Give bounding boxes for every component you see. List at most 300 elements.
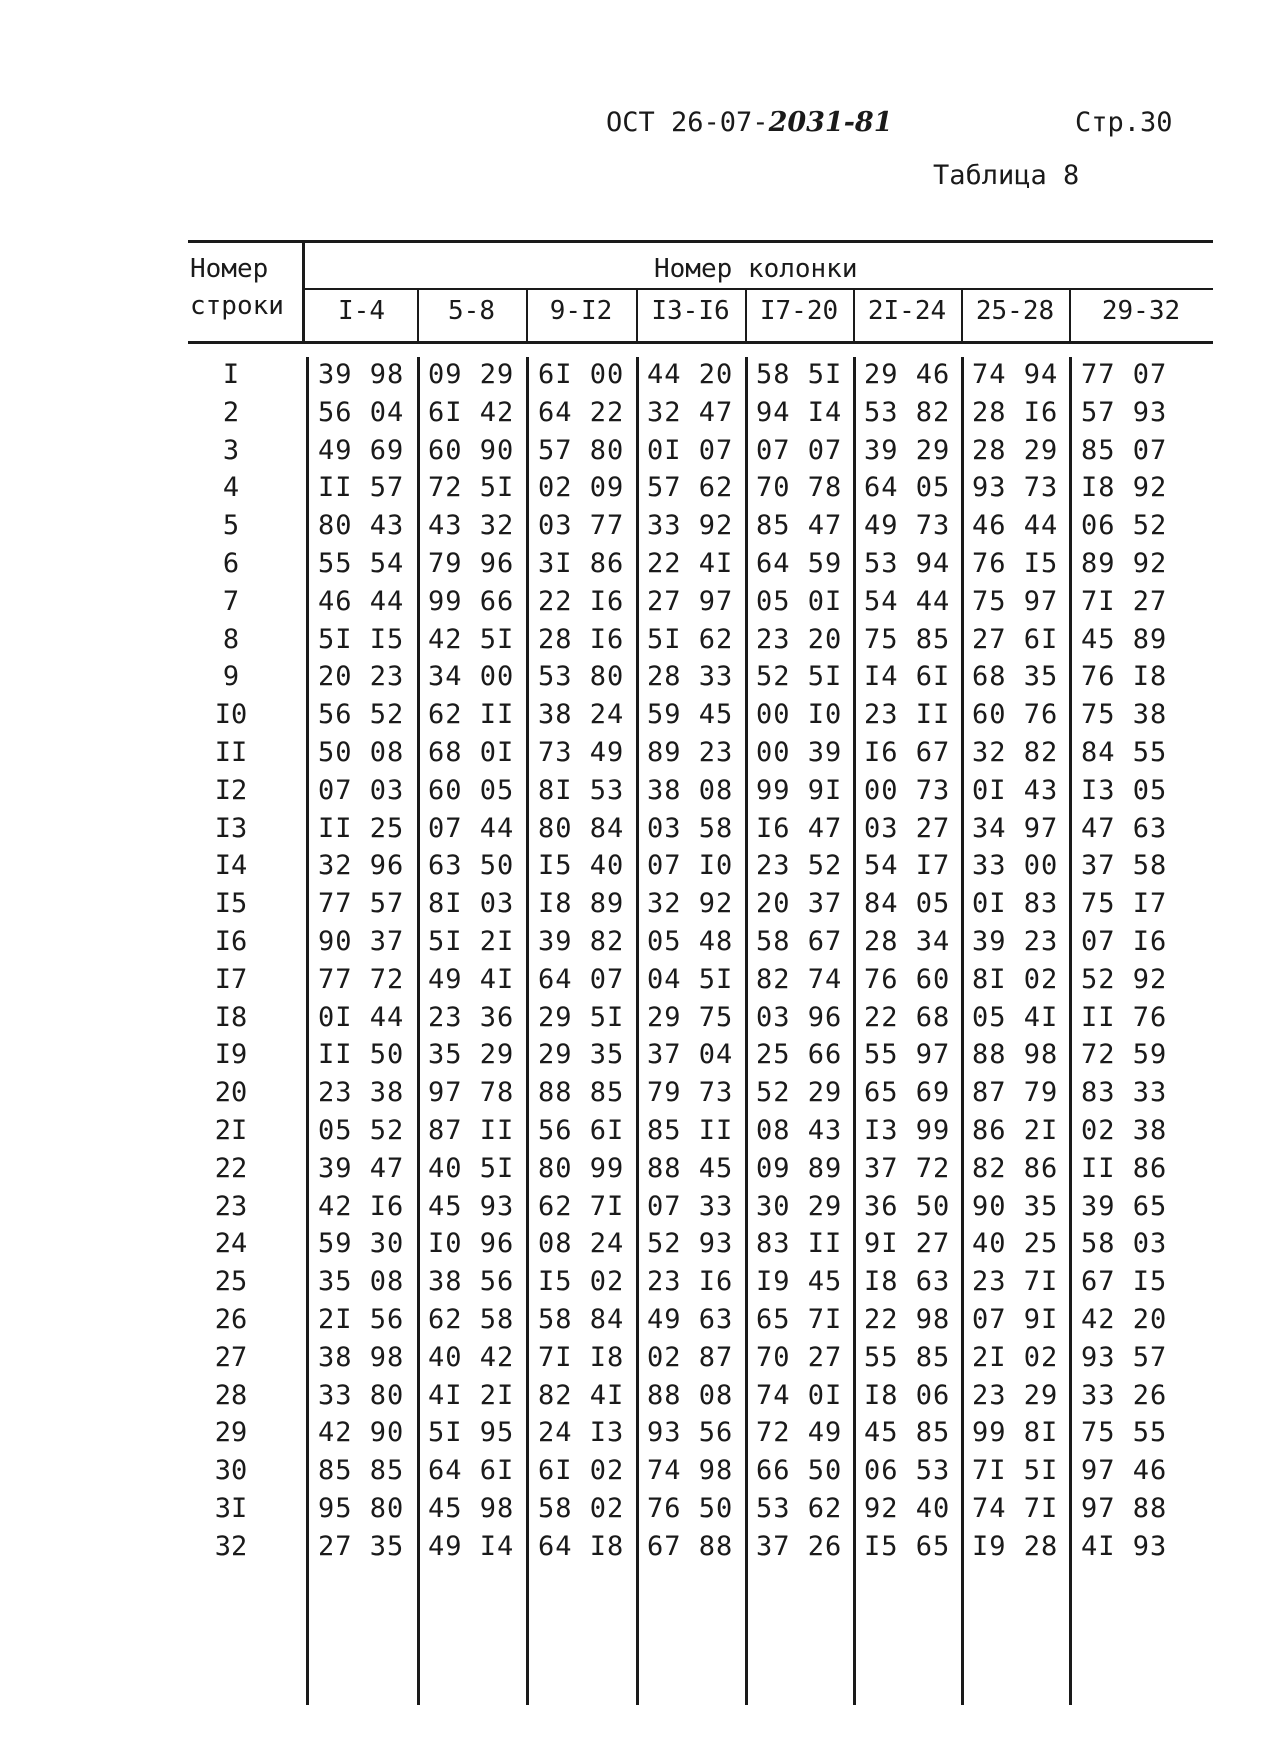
table-cell: 5I 62: [647, 623, 734, 655]
table-cell: 55 54: [318, 548, 405, 579]
table-cell: 23 7I: [972, 1266, 1059, 1298]
table-cell: 07 9I: [972, 1304, 1059, 1335]
row-number: I8: [214, 1001, 248, 1033]
table-cell: 5I 2I: [428, 926, 515, 957]
table-cell: I5 65: [864, 1530, 951, 1562]
table-cell: 83 33: [1081, 1077, 1168, 1109]
table-cell: 32 82: [972, 737, 1059, 768]
table-cell: 54 44: [864, 585, 951, 617]
table-cell: 20 23: [318, 661, 405, 693]
table-cell: 30 29: [756, 1190, 843, 1222]
row-number: I5: [214, 888, 248, 920]
body-column-divider: [306, 357, 309, 1705]
table-cell: 49 I4: [428, 1530, 515, 1562]
table-cell: 38 24: [538, 699, 625, 731]
table-cell: 88 85: [538, 1077, 625, 1109]
table-cell: 3I 86: [538, 548, 625, 579]
table-cell: 65 69: [864, 1077, 951, 1109]
table-cell: 25 66: [756, 1039, 843, 1071]
table-title: Таблица 8: [933, 160, 1080, 191]
table-cell: II 25: [318, 812, 405, 844]
table-cell: 8I 53: [538, 774, 625, 806]
table-cell: 2I 02: [972, 1341, 1059, 1373]
table-cell: 53 80: [538, 661, 625, 693]
table-cell: I6 67: [864, 737, 951, 768]
table-cell: 84 55: [1081, 737, 1168, 768]
row-number: 24: [214, 1228, 248, 1260]
table-cell: 29 75: [647, 1001, 734, 1033]
table-cell: 29 5I: [538, 1001, 625, 1033]
table-cell: 39 65: [1081, 1190, 1168, 1222]
table-cell: 34 00: [428, 661, 515, 693]
table-cell: 64 6I: [428, 1455, 515, 1487]
table-cell: 43 32: [428, 510, 515, 542]
table-cell: 6I 42: [428, 396, 515, 428]
table-cell: 46 44: [318, 585, 405, 617]
table-cell: 74 0I: [756, 1379, 843, 1411]
table-cell: 7I I8: [538, 1341, 625, 1373]
table-cell: 80 43: [318, 510, 405, 542]
table-cell: 03 77: [538, 510, 625, 542]
table-cell: I4 6I: [864, 661, 951, 693]
row-number: 29: [214, 1417, 248, 1449]
row-number: 4: [222, 472, 240, 504]
table-cell: 7I 27: [1081, 585, 1168, 617]
table-cell: 58 02: [538, 1493, 625, 1524]
table-cell: 09 29: [428, 359, 515, 390]
table-cell: 90 37: [318, 926, 405, 957]
table-cell: 28 I6: [972, 396, 1059, 428]
table-cell: I5 02: [538, 1266, 625, 1298]
table-cell: 08 43: [756, 1115, 843, 1146]
row-number: 5: [222, 510, 240, 542]
row-number: 28: [214, 1379, 248, 1411]
table-cell: 95 80: [318, 1493, 405, 1524]
table-cell: 75 97: [972, 585, 1059, 617]
table-cell: 04 5I: [647, 963, 734, 995]
table-cell: I3 99: [864, 1115, 951, 1146]
table-cell: 57 93: [1081, 396, 1168, 428]
row-number: 23: [214, 1190, 248, 1222]
table-cell: 58 84: [538, 1304, 625, 1335]
table-cell: 06 53: [864, 1455, 951, 1487]
table-cell: 38 08: [647, 774, 734, 806]
table-cell: 37 26: [756, 1530, 843, 1562]
table-cell: 33 26: [1081, 1379, 1168, 1411]
table-cell: 37 72: [864, 1152, 951, 1184]
column-header: Номер колонки: [654, 254, 858, 284]
row-number: I: [222, 359, 240, 390]
table-cell: 0I 44: [318, 1001, 405, 1033]
table-cell: 56 52: [318, 699, 405, 731]
table-cell: 33 80: [318, 1379, 405, 1411]
table-cell: 07 I6: [1081, 926, 1168, 957]
table-cell: 75 I7: [1081, 888, 1168, 920]
row-number: 3I: [214, 1493, 248, 1524]
table-cell: 0I 07: [647, 434, 734, 466]
row-number: I9: [214, 1039, 248, 1071]
table-cell: 8I 02: [972, 963, 1059, 995]
table-cell: 40 5I: [428, 1152, 515, 1184]
table-cell: 53 62: [756, 1493, 843, 1524]
table-cell: 45 89: [1081, 623, 1168, 655]
table-cell: 00 73: [864, 774, 951, 806]
table-cell: 02 38: [1081, 1115, 1168, 1146]
table-cell: 94 I4: [756, 396, 843, 428]
table-cell: 07 I0: [647, 850, 734, 882]
row-number: 2I: [214, 1115, 248, 1146]
row-number: I3: [214, 812, 248, 844]
row-number: 3: [222, 434, 240, 466]
table-cell: 62 58: [428, 1304, 515, 1335]
table-cell: 49 4I: [428, 963, 515, 995]
table-cell: 39 47: [318, 1152, 405, 1184]
row-number: 32: [214, 1530, 248, 1562]
table-cell: 87 79: [972, 1077, 1059, 1109]
row-number: I0: [214, 699, 248, 731]
body-column-divider: [526, 357, 529, 1705]
table-cell: 4I 93: [1081, 1530, 1168, 1562]
row-number: 6: [222, 548, 240, 579]
table-cell: 63 50: [428, 850, 515, 882]
table-cell: II 86: [1081, 1152, 1168, 1184]
table-cell: 23 29: [972, 1379, 1059, 1411]
table-cell: 72 49: [756, 1417, 843, 1449]
row-number: 8: [222, 623, 240, 655]
table-cell: 75 85: [864, 623, 951, 655]
table-cell: 20 37: [756, 888, 843, 920]
table-cell: II 50: [318, 1039, 405, 1071]
table-cell: 49 69: [318, 434, 405, 466]
row-number: 25: [214, 1266, 248, 1298]
table-cell: 67 88: [647, 1530, 734, 1562]
table-cell: 49 63: [647, 1304, 734, 1335]
table-cell: 74 94: [972, 359, 1059, 390]
table-cell: 32 47: [647, 396, 734, 428]
table-cell: 23 36: [428, 1001, 515, 1033]
table-cell: 36 50: [864, 1190, 951, 1222]
table-cell: 4I 2I: [428, 1379, 515, 1411]
body-column-divider: [961, 357, 964, 1705]
table-cell: 23 20: [756, 623, 843, 655]
table-cell: 33 00: [972, 850, 1059, 882]
table-cell: 07 44: [428, 812, 515, 844]
table-cell: I3 05: [1081, 774, 1168, 806]
table-cell: 68 35: [972, 661, 1059, 693]
column-group-label: 2I-24: [867, 296, 947, 326]
table-cell: 76 I5: [972, 548, 1059, 579]
document-code-prefix: ОСТ 26-07-: [606, 107, 769, 138]
table-cell: 9I 27: [864, 1228, 951, 1260]
body-column-divider: [636, 357, 639, 1705]
table-cell: 72 59: [1081, 1039, 1168, 1071]
table-cell: 03 27: [864, 812, 951, 844]
table-cell: 45 93: [428, 1190, 515, 1222]
table-cell: I8 06: [864, 1379, 951, 1411]
table-cell: 57 62: [647, 472, 734, 504]
table-cell: 23 52: [756, 850, 843, 882]
table-cell: 88 98: [972, 1039, 1059, 1071]
table-cell: 90 35: [972, 1190, 1059, 1222]
table-cell: 00 I0: [756, 699, 843, 731]
table-cell: 35 29: [428, 1039, 515, 1071]
table-cell: 22 4I: [647, 548, 734, 579]
table-cell: 64 59: [756, 548, 843, 579]
table-cell: 03 96: [756, 1001, 843, 1033]
table-cell: II 57: [318, 472, 405, 504]
table-cell: 05 4I: [972, 1001, 1059, 1033]
row-number: 27: [214, 1341, 248, 1373]
table-cell: 42 90: [318, 1417, 405, 1449]
table-cell: 02 87: [647, 1341, 734, 1373]
top-rule: [188, 240, 1213, 243]
table-cell: 29 46: [864, 359, 951, 390]
body-column-divider: [853, 357, 856, 1705]
table-cell: 82 86: [972, 1152, 1059, 1184]
body-column-divider: [745, 357, 748, 1705]
table-cell: 05 48: [647, 926, 734, 957]
table-cell: 97 46: [1081, 1455, 1168, 1487]
table-cell: 97 88: [1081, 1493, 1168, 1524]
table-cell: 60 05: [428, 774, 515, 806]
table-cell: 28 33: [647, 661, 734, 693]
table-cell: 64 05: [864, 472, 951, 504]
table-cell: 08 24: [538, 1228, 625, 1260]
table-cell: 28 I6: [538, 623, 625, 655]
table-cell: 83 II: [756, 1228, 843, 1260]
table-cell: 22 98: [864, 1304, 951, 1335]
table-cell: 84 05: [864, 888, 951, 920]
table-cell: 5I 95: [428, 1417, 515, 1449]
table-cell: 76 50: [647, 1493, 734, 1524]
table-cell: 70 78: [756, 472, 843, 504]
table-cell: 47 63: [1081, 812, 1168, 844]
table-cell: 35 08: [318, 1266, 405, 1298]
row-number: 30: [214, 1455, 248, 1487]
table-cell: 23 I6: [647, 1266, 734, 1298]
table-cell: 45 85: [864, 1417, 951, 1449]
table-cell: 57 80: [538, 434, 625, 466]
row-number: 9: [222, 661, 240, 693]
table-cell: 66 50: [756, 1455, 843, 1487]
table-cell: 75 55: [1081, 1417, 1168, 1449]
table-cell: 58 5I: [756, 359, 843, 390]
page-number: Стр.30: [1075, 107, 1173, 138]
table-cell: I9 28: [972, 1530, 1059, 1562]
row-number: 22: [214, 1152, 248, 1184]
table-cell: 05 0I: [756, 585, 843, 617]
table-cell: I5 40: [538, 850, 625, 882]
table-cell: 32 96: [318, 850, 405, 882]
table-cell: 28 34: [864, 926, 951, 957]
table-cell: 27 97: [647, 585, 734, 617]
table-cell: 7I 5I: [972, 1455, 1059, 1487]
table-cell: 82 4I: [538, 1379, 625, 1411]
row-header-divider: [302, 242, 305, 342]
table-cell: 02 09: [538, 472, 625, 504]
table-cell: 32 92: [647, 888, 734, 920]
table-cell: 80 99: [538, 1152, 625, 1184]
table-cell: 85 47: [756, 510, 843, 542]
table-cell: 0I 43: [972, 774, 1059, 806]
table-cell: 50 08: [318, 737, 405, 768]
row-number: I6: [214, 926, 248, 957]
table-cell: 54 I7: [864, 850, 951, 882]
table-cell: 85 85: [318, 1455, 405, 1487]
table-cell: 99 8I: [972, 1417, 1059, 1449]
table-cell: 6I 00: [538, 359, 625, 390]
table-cell: 39 98: [318, 359, 405, 390]
table-cell: 58 67: [756, 926, 843, 957]
table-cell: 77 07: [1081, 359, 1168, 390]
table-cell: 39 29: [864, 434, 951, 466]
table-cell: I8 89: [538, 888, 625, 920]
table-cell: 22 68: [864, 1001, 951, 1033]
table-cell: 53 82: [864, 396, 951, 428]
table-cell: 42 5I: [428, 623, 515, 655]
table-cell: 06 52: [1081, 510, 1168, 542]
table-cell: 49 73: [864, 510, 951, 542]
table-cell: 52 93: [647, 1228, 734, 1260]
table-cell: 86 2I: [972, 1115, 1059, 1146]
table-cell: 38 98: [318, 1341, 405, 1373]
row-number: 2: [222, 396, 240, 428]
group-header-rule: [304, 288, 1213, 290]
table-cell: 6I 02: [538, 1455, 625, 1487]
table-cell: 76 60: [864, 963, 951, 995]
row-header-line-2: строки: [190, 291, 284, 321]
table-cell: I8 92: [1081, 472, 1168, 504]
table-cell: 42 20: [1081, 1304, 1168, 1335]
table-cell: 05 52: [318, 1115, 405, 1146]
header-bottom-rule: [188, 341, 1213, 344]
table-cell: 44 20: [647, 359, 734, 390]
row-number: 7: [222, 585, 240, 617]
table-cell: II 76: [1081, 1001, 1168, 1033]
body-column-divider: [1069, 357, 1072, 1705]
table-cell: 2I 56: [318, 1304, 405, 1335]
table-cell: 73 49: [538, 737, 625, 768]
table-cell: 77 57: [318, 888, 405, 920]
row-header-line-1: Номер: [190, 254, 269, 284]
table-cell: 52 5I: [756, 661, 843, 693]
table-cell: 40 25: [972, 1228, 1059, 1260]
table-cell: 60 90: [428, 434, 515, 466]
table-cell: 93 57: [1081, 1341, 1168, 1373]
table-cell: 23 II: [864, 699, 951, 731]
table-cell: 79 73: [647, 1077, 734, 1109]
table-cell: 07 07: [756, 434, 843, 466]
table-cell: 09 89: [756, 1152, 843, 1184]
table-cell: 56 04: [318, 396, 405, 428]
table-cell: 29 35: [538, 1039, 625, 1071]
table-cell: I0 96: [428, 1228, 515, 1260]
table-cell: 88 45: [647, 1152, 734, 1184]
table-cell: 75 38: [1081, 699, 1168, 731]
table-cell: 46 44: [972, 510, 1059, 542]
table-cell: 85 II: [647, 1115, 734, 1146]
column-group-label: I7-20: [759, 296, 839, 326]
table-cell: 07 03: [318, 774, 405, 806]
table-cell: 62 7I: [538, 1190, 625, 1222]
document-code-handwritten: 2031-81: [768, 107, 893, 138]
table-cell: 89 23: [647, 737, 734, 768]
table-cell: 93 73: [972, 472, 1059, 504]
document-code: [606, 107, 893, 138]
row-number: II: [214, 737, 248, 768]
table-cell: 93 56: [647, 1417, 734, 1449]
table-cell: 99 9I: [756, 774, 843, 806]
table-cell: 22 I6: [538, 585, 625, 617]
table-cell: 37 04: [647, 1039, 734, 1071]
table-cell: 97 78: [428, 1077, 515, 1109]
table-cell: 87 II: [428, 1115, 515, 1146]
table-cell: 68 0I: [428, 737, 515, 768]
table-cell: 82 74: [756, 963, 843, 995]
table-cell: 92 40: [864, 1493, 951, 1524]
row-number: 20: [214, 1077, 248, 1109]
table-cell: 0I 83: [972, 888, 1059, 920]
column-group-label: 29-32: [1101, 296, 1181, 326]
table-cell: 72 5I: [428, 472, 515, 504]
table-cell: 45 98: [428, 1493, 515, 1524]
column-group-label: 25-28: [975, 296, 1055, 326]
table-cell: 03 58: [647, 812, 734, 844]
column-group-label: 9-I2: [549, 296, 613, 326]
table-cell: 67 I5: [1081, 1266, 1168, 1298]
body-column-divider: [417, 357, 420, 1705]
table-cell: 24 I3: [538, 1417, 625, 1449]
table-cell: I8 63: [864, 1266, 951, 1298]
table-cell: 52 92: [1081, 963, 1168, 995]
table-cell: 28 29: [972, 434, 1059, 466]
table-cell: 23 38: [318, 1077, 405, 1109]
table-cell: 64 I8: [538, 1530, 625, 1562]
table-cell: 53 94: [864, 548, 951, 579]
table-cell: 38 56: [428, 1266, 515, 1298]
table-cell: 62 II: [428, 699, 515, 731]
row-number: 26: [214, 1304, 248, 1335]
table-cell: 76 I8: [1081, 661, 1168, 693]
table-cell: 60 76: [972, 699, 1059, 731]
table-cell: 85 07: [1081, 434, 1168, 466]
table-cell: 27 6I: [972, 623, 1059, 655]
table-cell: I9 45: [756, 1266, 843, 1298]
table-cell: 64 07: [538, 963, 625, 995]
table-cell: 8I 03: [428, 888, 515, 920]
table-cell: 5I I5: [318, 623, 405, 655]
row-number: I4: [214, 850, 248, 882]
table-cell: 37 58: [1081, 850, 1168, 882]
table-cell: 55 97: [864, 1039, 951, 1071]
table-cell: 64 22: [538, 396, 625, 428]
table-cell: 33 92: [647, 510, 734, 542]
table-cell: 52 29: [756, 1077, 843, 1109]
table-cell: 80 84: [538, 812, 625, 844]
table-cell: 74 7I: [972, 1493, 1059, 1524]
table-cell: 79 96: [428, 548, 515, 579]
table-cell: 34 97: [972, 812, 1059, 844]
table-cell: 39 23: [972, 926, 1059, 957]
table-cell: 39 82: [538, 926, 625, 957]
column-group-label: I3-I6: [651, 296, 730, 326]
table-cell: 56 6I: [538, 1115, 625, 1146]
table-cell: 70 27: [756, 1341, 843, 1373]
table-cell: 07 33: [647, 1190, 734, 1222]
table-cell: I6 47: [756, 812, 843, 844]
table-cell: 58 03: [1081, 1228, 1168, 1260]
row-number: I2: [214, 774, 248, 806]
